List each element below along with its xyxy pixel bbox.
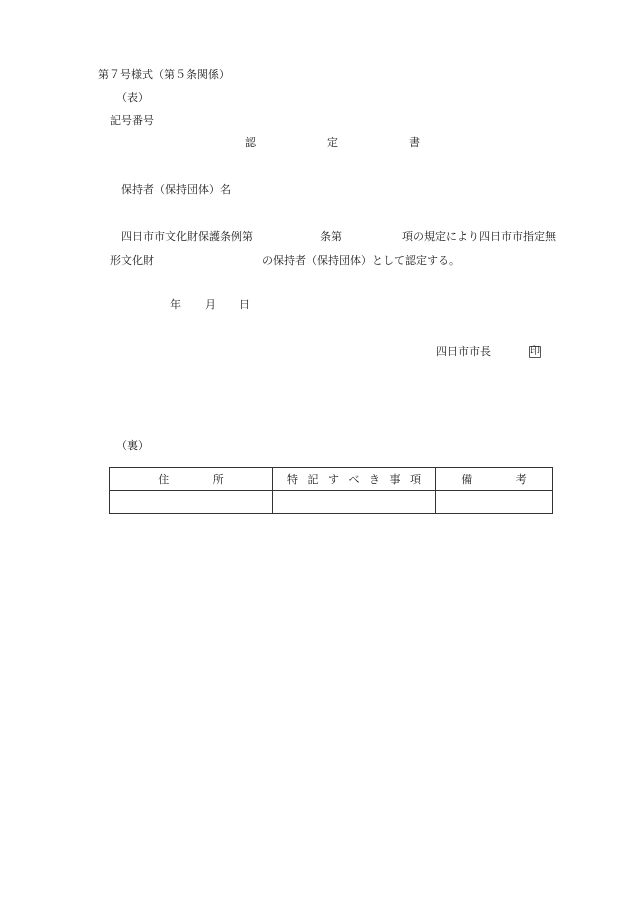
date-year: 年 [170, 298, 181, 311]
header-special-notes: 特 記 す べ き 事 項 [273, 468, 436, 491]
body-line2-a: 形文化財 [110, 254, 154, 267]
header-address: 住 所 [110, 468, 273, 491]
title-char-1: 認 [245, 136, 256, 149]
record-number-label: 記号番号 [110, 114, 154, 127]
cell-special-notes [273, 491, 436, 514]
back-table-header-row [110, 468, 553, 491]
front-label: （表） [116, 91, 149, 104]
body-line2-b: の保持者（保持団体）として認定する。 [262, 254, 460, 267]
body-line1-a: 四日市市文化財保護条例第 [121, 230, 253, 243]
date-month: 月 [205, 298, 216, 311]
title-char-3: 書 [409, 136, 420, 149]
header-remarks: 備 考 [436, 468, 553, 491]
back-table [109, 467, 553, 514]
table-row [110, 491, 553, 514]
body-line1-b: 条第 [320, 230, 342, 243]
holder-label: 保持者（保持団体）名 [121, 183, 231, 196]
back-label: （裏） [116, 439, 149, 452]
seal-mark: 印 [530, 346, 540, 357]
cell-address [110, 491, 273, 514]
date-day: 日 [239, 298, 250, 311]
issuer-name: 四日市市長 [436, 345, 491, 358]
body-line1-c: 項の規定により四日市市指定無 [402, 230, 556, 243]
form-number: 第７号様式（第５条関係） [98, 68, 230, 81]
cell-remarks [436, 491, 553, 514]
title-char-2: 定 [327, 136, 338, 149]
